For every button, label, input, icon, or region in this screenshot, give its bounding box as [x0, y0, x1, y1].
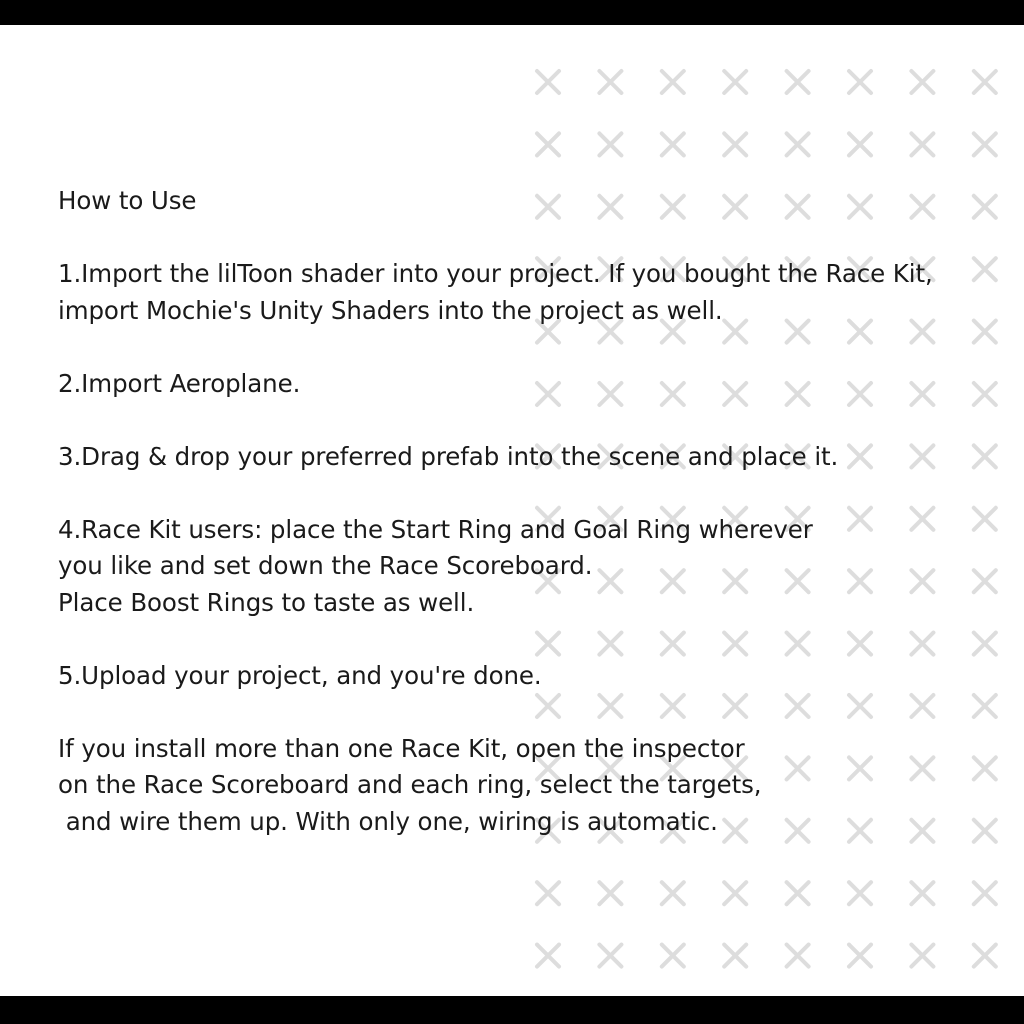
x-mark-icon — [724, 945, 746, 967]
x-mark-icon — [911, 945, 933, 967]
spacer — [58, 621, 998, 658]
x-mark-icon — [537, 133, 559, 155]
spacer — [58, 220, 998, 257]
x-mark-icon — [849, 882, 871, 904]
step-1-line-1: 1.Import the lilToon shader into your project. If you bought the Race Kit, — [58, 259, 933, 288]
x-mark-icon — [911, 71, 933, 93]
x-mark-icon — [662, 71, 684, 93]
x-mark-icon — [849, 133, 871, 155]
x-mark-icon — [537, 882, 559, 904]
note-line-1: If you install more than one Race Kit, open the inspector — [58, 733, 745, 763]
note-line-3: and wire them up. With only one, wiring is automatic. — [58, 806, 718, 836]
x-mark-icon — [662, 882, 684, 904]
instructions-text-block — [58, 183, 998, 840]
x-mark-icon — [849, 71, 871, 93]
x-mark-icon — [662, 945, 684, 967]
step-3-line-1: 3.Drag & drop your preferred prefab into the scene and place it. — [58, 441, 839, 471]
x-mark-icon — [911, 133, 933, 155]
x-mark-icon — [599, 945, 621, 967]
x-mark-icon — [599, 882, 621, 904]
x-mark-icon — [849, 945, 871, 967]
spacer — [58, 329, 998, 366]
step-4-line-1: 4.Race Kit users: place the Start Ring and Goal Ring wherever — [58, 514, 813, 544]
x-mark-icon — [974, 71, 996, 93]
step-4-line-3: Place Boost Rings to taste as well. — [58, 587, 475, 617]
spacer — [58, 694, 998, 731]
x-mark-icon — [724, 71, 746, 93]
x-mark-icon — [787, 882, 809, 904]
x-mark-icon — [974, 133, 996, 155]
x-mark-icon — [662, 133, 684, 155]
spacer — [58, 402, 998, 439]
x-mark-icon — [599, 71, 621, 93]
step-5-line-1: 5.Upload your project, and you're done. — [58, 660, 542, 690]
x-mark-icon — [911, 882, 933, 904]
step-2-line-1: 2.Import Aeroplane. — [58, 368, 301, 398]
x-mark-icon — [787, 133, 809, 155]
spacer — [58, 475, 998, 512]
step-4-line-2: you like and set down the Race Scoreboard. — [58, 551, 593, 580]
note-line-2: on the Race Scoreboard and each ring, select the targets, — [58, 770, 762, 799]
x-mark-icon — [599, 133, 621, 155]
x-mark-icon — [787, 945, 809, 967]
x-mark-icon — [537, 945, 559, 967]
x-mark-icon — [974, 945, 996, 967]
x-mark-icon — [724, 882, 746, 904]
x-mark-icon — [974, 882, 996, 904]
x-mark-icon — [724, 133, 746, 155]
heading-how-to-use: How to Use — [58, 186, 197, 215]
step-1-line-2: import Mochie's Unity Shaders into the project as well. — [58, 295, 723, 325]
bottom-border-bar — [0, 996, 1024, 1024]
x-mark-icon — [537, 71, 559, 93]
x-mark-icon — [787, 71, 809, 93]
